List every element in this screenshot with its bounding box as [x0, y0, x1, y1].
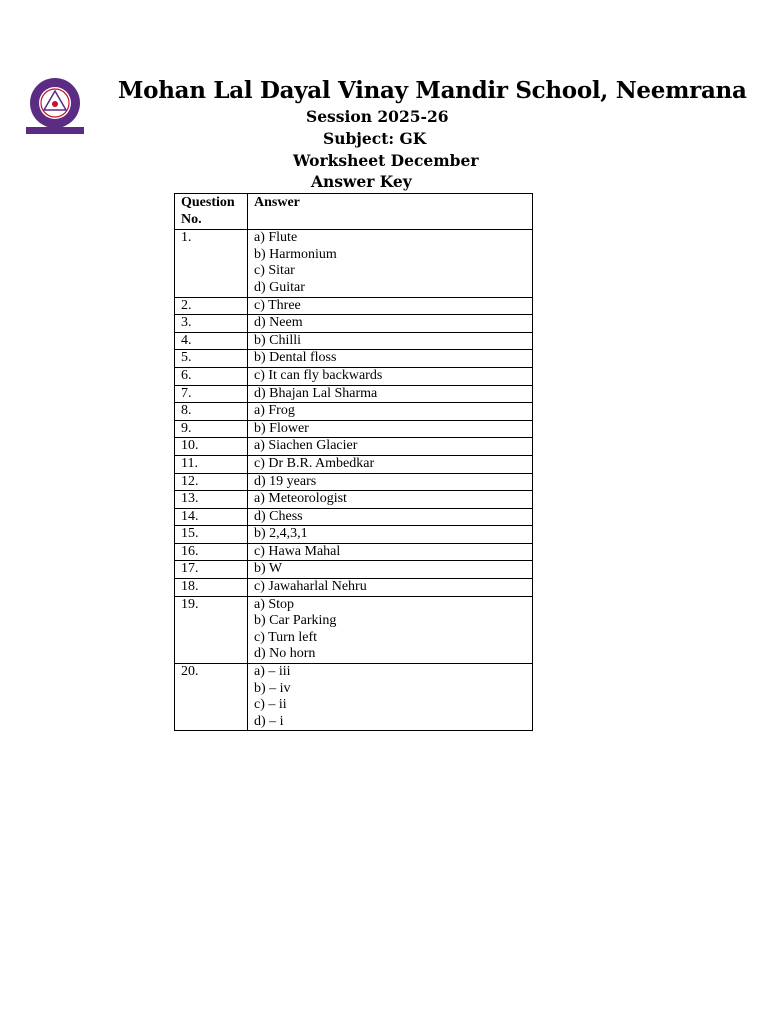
table-row [175, 579, 533, 597]
answer-cell [248, 491, 533, 509]
question-number: 11. [175, 455, 248, 473]
question-number: 12. [175, 473, 248, 491]
table-row [175, 526, 533, 544]
answer-option: b) – iv [254, 680, 291, 696]
question-number: 9. [175, 420, 248, 438]
answer-option: d) Bhajan Lal Sharma [254, 385, 378, 401]
table-row [175, 420, 533, 438]
answer-option: c) Dr B.R. Ambedkar [254, 455, 375, 471]
answer-cell [248, 350, 533, 368]
answer-option: c) Three [254, 297, 301, 313]
question-number: 17. [175, 561, 248, 579]
table-row [175, 596, 533, 663]
answer-option: a) Siachen Glacier [254, 438, 358, 454]
table-row [175, 367, 533, 385]
answer-cell [248, 526, 533, 544]
question-number: 1. [175, 230, 248, 297]
answer-option: b) Chilli [254, 332, 302, 348]
answer-cell [248, 543, 533, 561]
answer-option: b) 2,4,3,1 [254, 526, 308, 542]
answer-option: a) Frog [254, 403, 295, 419]
answer-option: c) It can fly backwards [254, 367, 383, 383]
answer-cell [248, 473, 533, 491]
answer-option: a) Meteorologist [254, 491, 347, 507]
answer-cell [248, 561, 533, 579]
table-row [175, 491, 533, 509]
answer-option: b) Dental floss [254, 350, 337, 366]
table-row [175, 438, 533, 456]
answer-option: c) – ii [254, 697, 287, 713]
session-label: Session 2025-26 [306, 107, 449, 126]
answer-cell [248, 367, 533, 385]
table-row [175, 332, 533, 350]
answer-option: b) Harmonium [254, 246, 337, 262]
answer-option: c) Turn left [254, 629, 317, 645]
table-row [175, 385, 533, 403]
school-name: Mohan Lal Dayal Vinay Mandir School, Neemrana [118, 77, 747, 104]
table-header-row [175, 194, 533, 230]
table-row [175, 543, 533, 561]
answer-option: b) Flower [254, 420, 309, 436]
table-row [175, 508, 533, 526]
answer-cell [248, 420, 533, 438]
table-row [175, 315, 533, 333]
question-no-header: Question No. [175, 194, 248, 230]
answer-cell [248, 508, 533, 526]
answer-cell [248, 438, 533, 456]
question-number: 19. [175, 596, 248, 663]
question-number: 18. [175, 579, 248, 597]
answer-cell [248, 579, 533, 597]
answer-key-title: Answer Key [311, 172, 412, 191]
answer-cell [248, 315, 533, 333]
answer-option: c) Jawaharlal Nehru [254, 579, 367, 595]
answer-option: d) Neem [254, 315, 303, 331]
table-row [175, 664, 533, 731]
answer-cell [248, 664, 533, 731]
answer-option: c) Sitar [254, 263, 295, 279]
school-logo [20, 76, 90, 136]
table-row [175, 561, 533, 579]
question-number: 5. [175, 350, 248, 368]
question-number: 16. [175, 543, 248, 561]
answer-cell [248, 455, 533, 473]
answer-cell [248, 230, 533, 297]
table-row [175, 230, 533, 297]
question-number: 8. [175, 403, 248, 421]
answer-option: a) – iii [254, 664, 291, 680]
answer-option: a) Stop [254, 596, 295, 612]
answer-cell [248, 297, 533, 315]
answer-option: b) W [254, 561, 283, 577]
question-number: 13. [175, 491, 248, 509]
answer-option: d) 19 years [254, 473, 317, 489]
answer-option: b) Car Parking [254, 613, 337, 629]
table-row [175, 297, 533, 315]
table-row [175, 403, 533, 421]
answer-cell [248, 332, 533, 350]
subject-label: Subject: GK [323, 129, 427, 148]
table-row [175, 455, 533, 473]
answer-cell [248, 403, 533, 421]
question-number: 4. [175, 332, 248, 350]
answer-option: d) No horn [254, 646, 316, 662]
table-row [175, 473, 533, 491]
question-number: 15. [175, 526, 248, 544]
answer-option: d) – i [254, 713, 284, 729]
school-crest-icon [20, 76, 90, 136]
answer-key-table [174, 193, 533, 731]
table-row [175, 350, 533, 368]
question-number: 6. [175, 367, 248, 385]
question-number: 7. [175, 385, 248, 403]
answer-option: d) Chess [254, 508, 303, 524]
answer-cell [248, 385, 533, 403]
answer-option: c) Hawa Mahal [254, 543, 341, 559]
answer-header: Answer [248, 194, 533, 230]
question-number: 14. [175, 508, 248, 526]
question-number: 3. [175, 315, 248, 333]
answer-key-body [175, 230, 533, 731]
question-number: 2. [175, 297, 248, 315]
question-number: 10. [175, 438, 248, 456]
answer-option: d) Guitar [254, 279, 305, 295]
question-number: 20. [175, 664, 248, 731]
answer-option: a) Flute [254, 230, 298, 246]
worksheet-title: Worksheet December [293, 151, 479, 170]
answer-cell [248, 596, 533, 663]
